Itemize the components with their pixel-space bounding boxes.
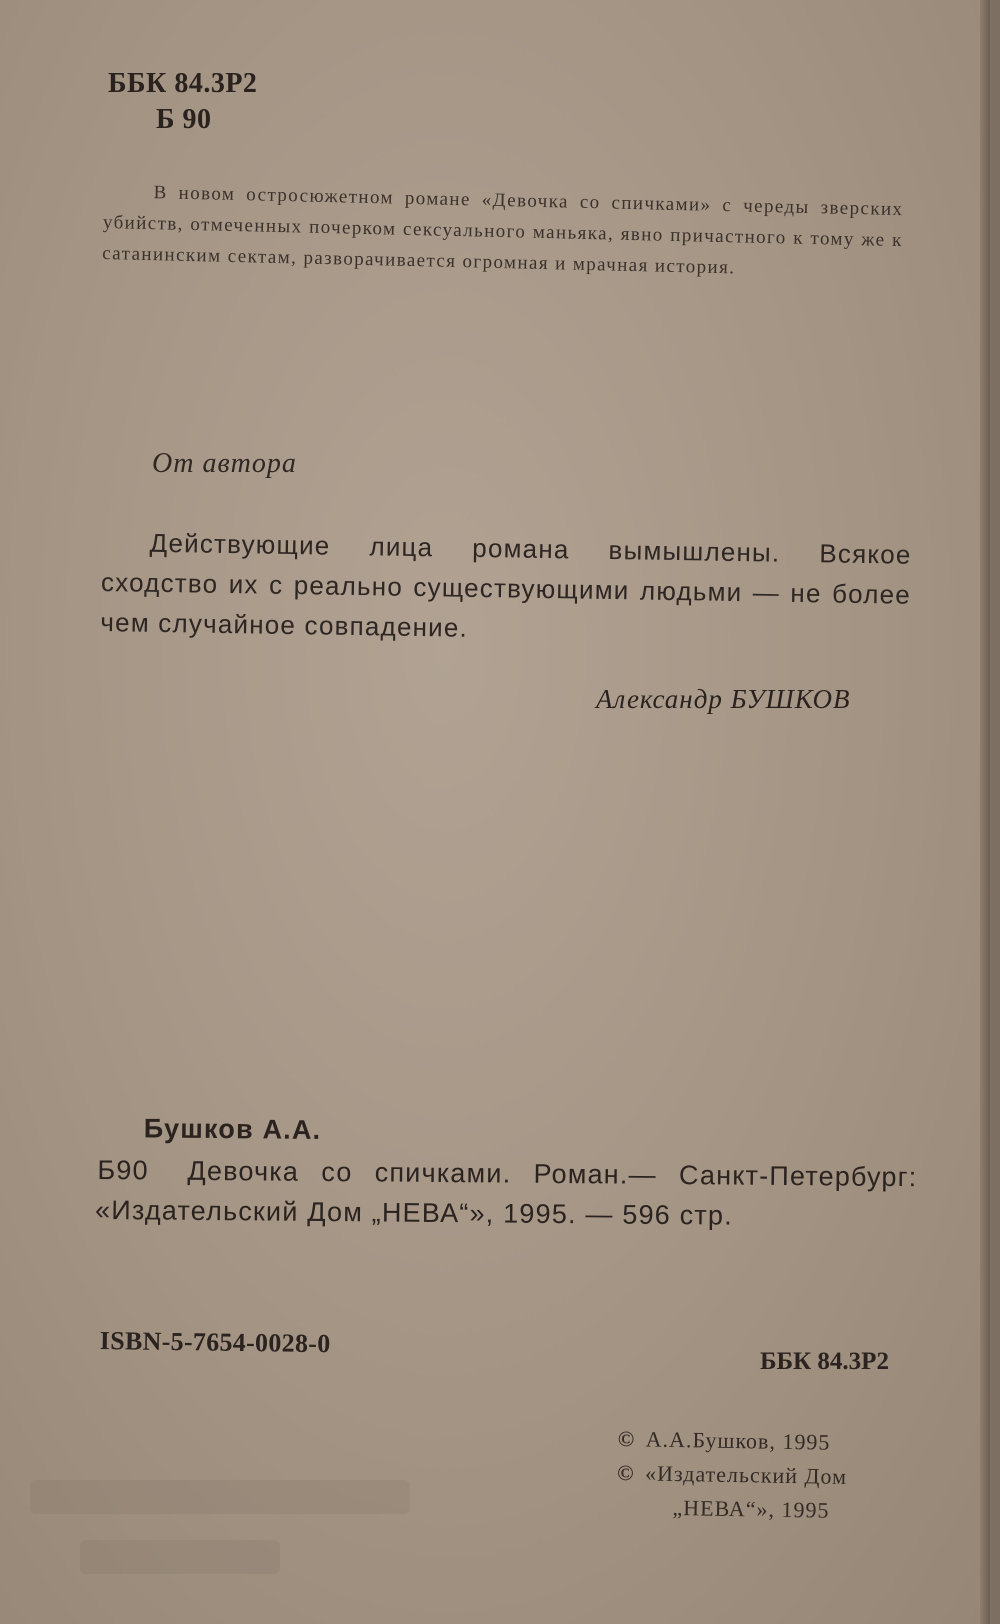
copyright-author-text: А.А.Бушков, 1995 [645, 1426, 831, 1455]
record-author: Бушков А.А. [143, 1113, 322, 1145]
bbk-classification-block [108, 66, 257, 138]
author-signature: Александр БУШКОВ [596, 684, 851, 714]
copyright-block [616, 1422, 848, 1528]
copyright-publisher-text: «Издательский Дом [644, 1460, 848, 1490]
copyright-line-publisher [617, 1456, 848, 1494]
copyright-line-author [617, 1422, 848, 1460]
disclaimer-text: Действующие лица романа вымышлены. Всякое сходство их с реально существующими людьми — не более чем случайное совпадение. [100, 527, 912, 643]
record-code: Б90 [97, 1154, 149, 1186]
page-edge-shadow [980, 0, 990, 1624]
annotation-block [102, 176, 904, 287]
bibliographic-record [94, 1108, 918, 1237]
copyright-publisher-continued: „НЕВА“», 1995 [672, 1494, 830, 1523]
record-description: Девочка со спичками. Роман.— Санкт-Петербург: «Издательский Дом „НЕВА“», 1995. — 596 стр. [94, 1155, 918, 1231]
copyright-icon: © [616, 1459, 635, 1486]
copyright-icon: © [617, 1425, 636, 1452]
author-letter-code: Б 90 [156, 104, 212, 135]
record-entry [94, 1150, 918, 1237]
bbk-code-bottom: ББК 84.3Р2 [760, 1348, 889, 1375]
bbk-code: ББК 84.3Р2 [108, 68, 258, 99]
isbn-number: ISBN-5-7654-0028-0 [99, 1326, 331, 1359]
from-author-heading: От автора [152, 448, 297, 479]
annotation-text: В новом остросюжетном романе «Девочка со спичками» с череды зверских убийств, отмеченных почерком сексуального маньяка, явно причастного к тому же к сатанинским сектам, разворачивается огромная и мрачная история. [102, 182, 904, 279]
bleed-through-shapes [20, 1462, 440, 1612]
disclaimer-block [100, 522, 912, 655]
bleed-through-texture [20, 1462, 440, 1612]
